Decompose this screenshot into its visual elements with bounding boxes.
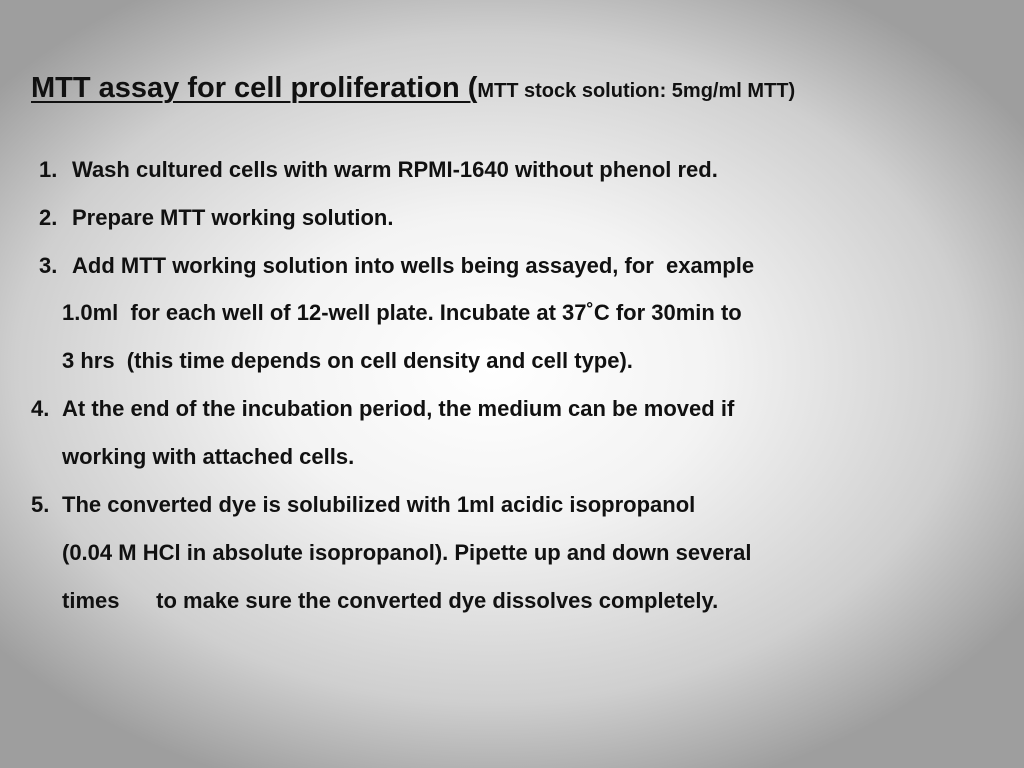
step-3-line-3: 3 hrs (this time depends on cell density and cell type). (62, 348, 633, 373)
step-3-number: 3. (39, 253, 58, 278)
step-4-line-2: working with attached cells. (62, 444, 355, 469)
title-subtitle: MTT stock solution: 5mg/ml MTT) (477, 80, 796, 102)
step-4-line-1: At the end of the incubation period, the medium can be moved if (62, 396, 735, 421)
step-5-number: 5. (31, 492, 50, 517)
step-2-line-1: Prepare MTT working solution. (72, 205, 394, 230)
step-2-number: 2. (39, 205, 58, 230)
step-5-line-2: (0.04 M HCl in absolute isopropanol). Pipette up and down several (62, 540, 752, 565)
title-main: MTT assay for cell proliferation ( (31, 72, 478, 104)
step-5-line-3: times to make sure the converted dye dissolves completely. (62, 588, 719, 613)
step-4-number: 4. (31, 396, 50, 421)
step-5-line-1: The converted dye is solubilized with 1ml acidic isopropanol (62, 492, 696, 517)
step-3-line-1: Add MTT working solution into wells being assayed, for example (72, 253, 755, 278)
step-3-line-2: 1.0ml for each well of 12-well plate. Incubate at 37˚C for 30min to (62, 300, 742, 325)
step-1-line-1: Wash cultured cells with warm RPMI-1640 without phenol red. (72, 157, 718, 182)
step-1-number: 1. (39, 157, 58, 182)
slide-title (31, 74, 795, 103)
